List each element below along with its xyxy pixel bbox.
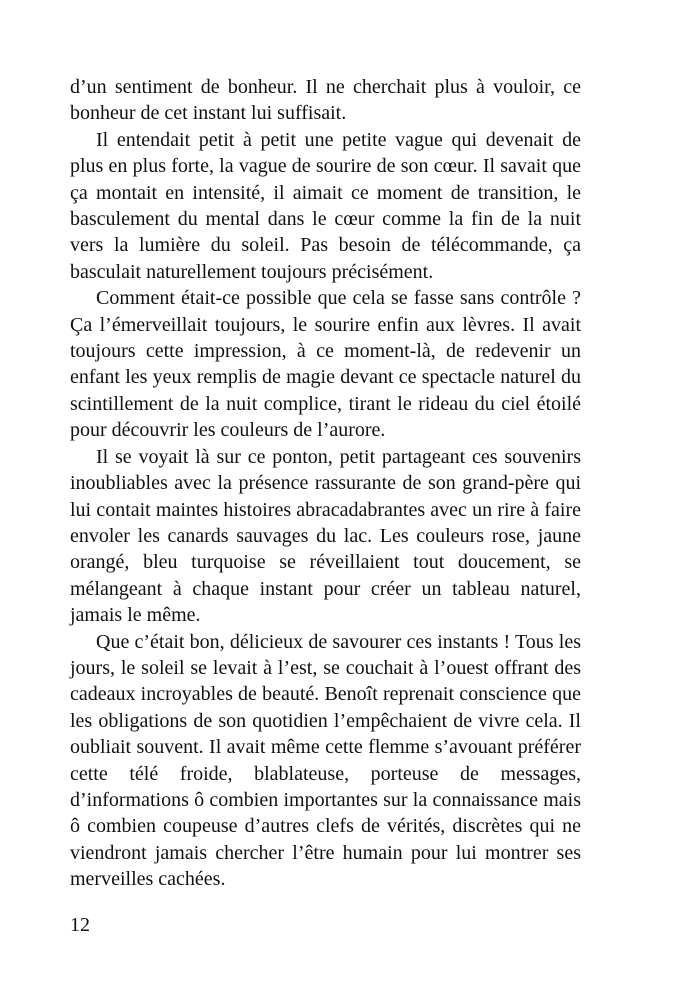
- page-number: 12: [70, 914, 90, 936]
- paragraph-1: d’un sentiment de bonheur. Il ne cherchait plus à vouloir, ce bonheur de cet instant lui suffisait.: [70, 76, 581, 125]
- paragraph-2: Il entendait petit à petit une petite vague qui devenait de plus en plus forte, la vague de sourire de son cœur. Il savait que ça montait en intensité, il aimait ce moment de transition, le basculement du mental dans le cœur comme la fin de la nuit vers la lumière du soleil. Pas besoin de télécommande, ça basculait naturellement toujours précisément.: [70, 128, 581, 283]
- paragraph-5: Que c’était bon, délicieux de savourer ces instants ! Tous les jours, le soleil se levait à l’est, se couchait à l’ouest offrant des cadeaux incroyables de beauté. Benoît reprenait conscience que les obligations de son quotidien l’empêchaient de vivre cela. Il oubliait souvent. Il avait même cette flemme s’avouant préférer cette télé froide, blablateuse, porteuse de messages, d’informations ô combien importantes sur la connaissance mais ô combien coupeuse d’autres clefs de vérités, discrètes qui ne viendront jamais chercher l’être humain pour lui montrer ses merveilles cachées.: [70, 630, 581, 891]
- paragraph-3: Comment était-ce possible que cela se fasse sans contrôle ? Ça l’émerveillait toujours, le sourire enfin aux lèvres. Il avait toujours cette impression, à ce moment-là, de redevenir un enfant les yeux remplis de magie devant ce spectacle naturel du scintillement de la nuit complice, tirant le rideau du ciel étoilé pour découvrir les couleurs de l’aurore.: [70, 287, 581, 442]
- body-text: [70, 74, 581, 893]
- paragraph-4: Il se voyait là sur ce ponton, petit partageant ces souvenirs inoubliables avec la présence rassurante de son grand-père qui lui contait maintes histoires abracadabrantes avec un rire à faire envoler les canards sauvages du lac. Les couleurs rose, jaune orangé, bleu turquoise se réveillaient tout doucement, se mélangeant à chaque instant pour créer un tableau naturel, jamais le même.: [70, 445, 581, 627]
